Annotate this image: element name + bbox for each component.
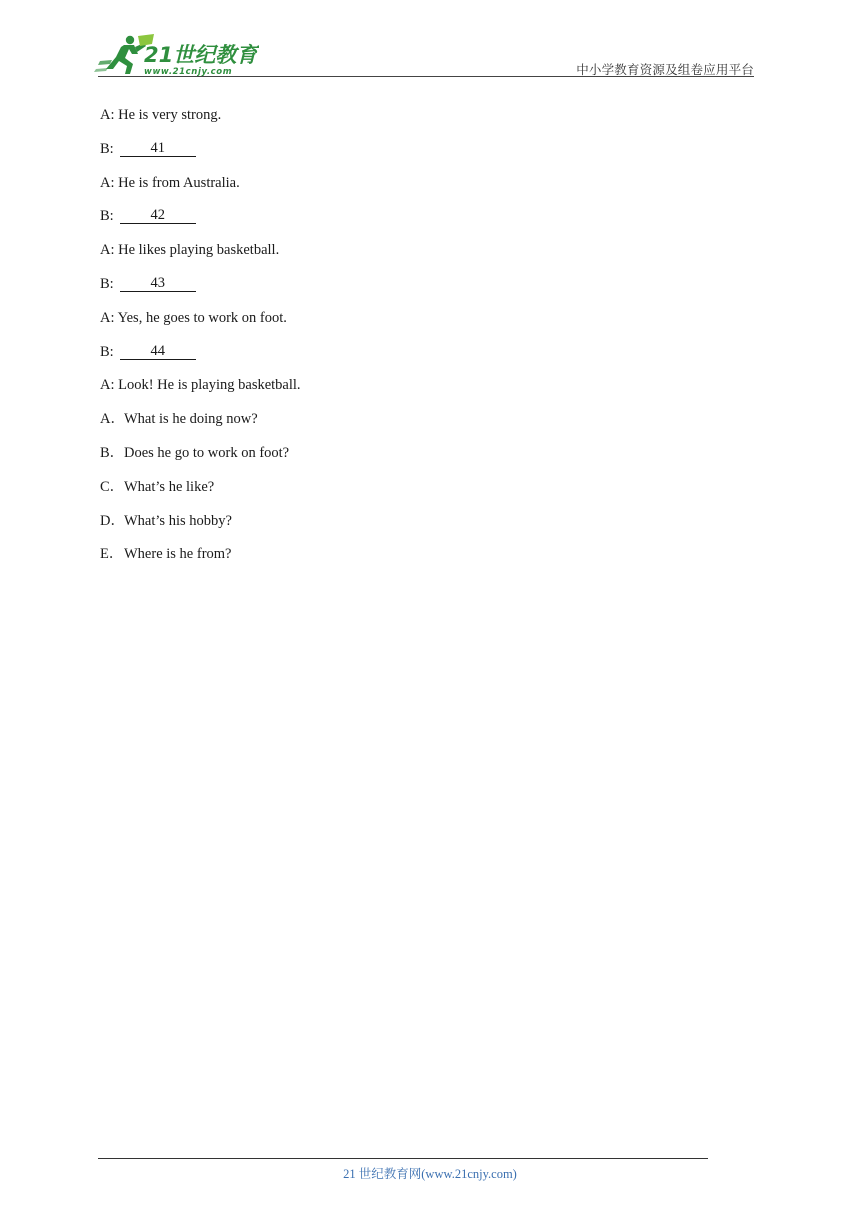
option-text: What’s his hobby? (124, 512, 232, 529)
option-text: Where is he from? (124, 546, 232, 563)
option-letter: C． (100, 478, 125, 495)
option-text: What’s he like? (124, 478, 215, 495)
answer-blank: 41 (120, 140, 196, 157)
dialogue-text: He is from Australia. (118, 174, 240, 191)
speaker-label: B: (100, 140, 114, 157)
dialogue-line (100, 207, 740, 226)
speaker-label: A: (100, 309, 115, 326)
dialogue-line (100, 140, 740, 159)
dialogue-line (100, 343, 740, 362)
dialogue-line (100, 174, 740, 193)
speaker-label: B: (100, 208, 114, 225)
logo-url: www.21cnjy.com (144, 67, 233, 77)
option-letter: B． (100, 444, 125, 461)
runner-icon (94, 36, 146, 74)
speaker-label: A: (100, 242, 115, 259)
option-text: Does he go to work on foot? (124, 444, 290, 461)
speaker-label: A: (100, 107, 115, 123)
option-text: What is he doing now? (124, 411, 258, 428)
dialogue-line (100, 241, 740, 260)
speaker-label: A: (100, 174, 115, 191)
logo-text: 21世纪教育 (144, 43, 258, 67)
option-item (100, 512, 740, 531)
dialogue-line (100, 106, 740, 125)
speaker-label: B: (100, 275, 114, 292)
logo (94, 34, 259, 78)
dialogue-text: He likes playing basketball. (118, 242, 280, 259)
answer-blank: 44 (120, 343, 196, 360)
header-tagline: 中小学教育资源及组卷应用平台 (576, 62, 754, 77)
option-item (100, 410, 740, 429)
dialogue-text: Yes, he goes to work on foot. (117, 309, 287, 326)
dialogue-line (100, 309, 740, 328)
option-letter: E． (100, 546, 124, 563)
footer-divider (98, 1158, 708, 1159)
option-item (100, 478, 740, 497)
header-divider (98, 76, 754, 77)
option-letter: D． (100, 512, 125, 529)
answer-blank: 43 (120, 275, 196, 292)
dialogue-text: He is very strong. (118, 107, 222, 123)
speaker-label: B: (100, 343, 114, 360)
question-content (100, 106, 740, 579)
option-item (100, 545, 740, 564)
dialogue-line (100, 376, 740, 395)
page-header (0, 0, 860, 80)
speaker-label: A: (100, 377, 115, 394)
answer-blank: 42 (120, 207, 196, 224)
footer-text: 21 世纪教育网(www.21cnjy.com) (343, 1167, 517, 1181)
dialogue-line (100, 275, 740, 294)
option-item (100, 444, 740, 463)
dialogue-text: Look! He is playing basketball. (118, 377, 301, 394)
option-letter: A． (100, 411, 125, 428)
